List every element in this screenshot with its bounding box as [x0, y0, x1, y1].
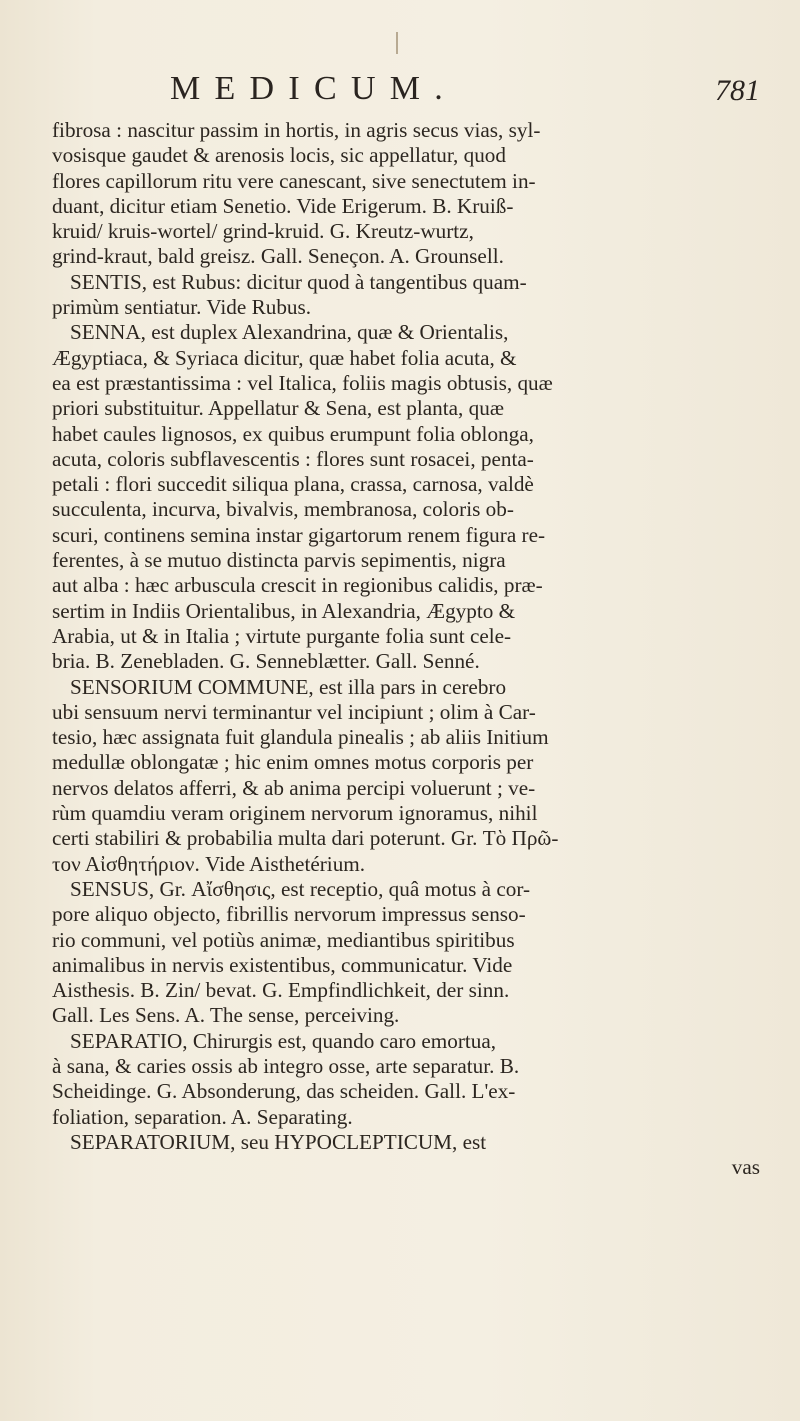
text-line: Arabia, ut & in Italia ; virtute purgante folia sunt cele-	[52, 623, 512, 648]
text-line: priori substituitur. Appellatur & Sena, est planta, quæ	[52, 396, 504, 421]
entry-separatorium: SEPARATORIUM, seu HYPOCLEPTICUM, est	[70, 1129, 487, 1154]
text-line: primùm sentiatur. Vide Rubus.	[52, 295, 312, 320]
text-line: ubi sensuum nervi terminantur vel incipiunt ; olim à Car-	[52, 699, 536, 724]
entry-sensorium: SENSORIUM COMMUNE, est illa pars in cerebro	[70, 674, 507, 699]
text-line: tesio, hæc assignata fuit glandula pinealis ; ab aliis Initium	[52, 725, 549, 750]
text-line: kruid/ kruis-wortel/ grind-kruid. G. Kreutz-wurtz,	[52, 219, 474, 244]
text-line: ferentes, à se mutuo distincta parvis sepimentis, nigra	[52, 548, 506, 573]
text-line: aut alba : hæc arbuscula crescit in regionibus calidis, præ-	[52, 573, 543, 598]
text-line: animalibus in nervis existentibus, communicatur. Vide	[52, 952, 513, 977]
text-line: certi stabiliri & probabilia multa dari poterunt. Gr. Τὸ Πρῶ-	[52, 826, 559, 851]
text-line: vosisque gaudet & arenosis locis, sic appellatur, quod	[52, 143, 506, 168]
text-line: Ægyptiaca, & Syriaca dicitur, quæ habet folia acuta, &	[52, 345, 517, 370]
text-line: flores capillorum ritu vere canescant, sive senectutem in-	[52, 168, 536, 193]
text-line: pore aliquo objecto, fibrillis nervorum impressus senso-	[52, 902, 526, 927]
text-line: rùm quamdiu veram originem nervorum ignoramus, nihil	[52, 801, 538, 826]
text-line: duant, dicitur etiam Senetio. Vide Erigerum. B. Kruiß-	[52, 193, 514, 218]
text-line: sertim in Indiis Orientalibus, in Alexandria, Ægypto &	[52, 598, 516, 623]
text-line: scuri, continens semina instar gigartorum renem figura re-	[52, 522, 546, 547]
page-number: 781	[715, 74, 760, 107]
text-line: succulenta, incurva, bivalvis, membranosa, coloris ob-	[52, 497, 514, 522]
catchword: vas	[731, 1155, 760, 1180]
page-header	[60, 70, 760, 110]
text-line: grind-kraut, bald greisz. Gall. Seneçon. A. Grounsell.	[52, 244, 504, 269]
text-line: Aisthesis. B. Zin/ bevat. G. Empfindlichkeit, der sinn.	[52, 978, 510, 1003]
text-line: Scheidinge. G. Absonderung, das scheiden. Gall. L'ex-	[52, 1079, 516, 1104]
text-line: medullæ oblongatæ ; hic enim omnes motus corporis per	[52, 750, 534, 775]
text-line: Gall. Les Sens. A. The sense, perceiving.	[52, 1003, 400, 1028]
entry-sensus: SENSUS, Gr. Αἴσθησις, est receptio, quâ motus à cor-	[70, 876, 531, 901]
ink-smudge	[396, 32, 398, 54]
text-line: rio communi, vel potiùs animæ, mediantibus spiritibus	[52, 927, 515, 952]
text-line: foliation, separation. A. Separating.	[52, 1104, 353, 1129]
text-line: à sana, & caries ossis ab integro osse, arte separatur. B.	[52, 1053, 520, 1078]
running-title: MEDICUM.	[170, 70, 458, 107]
text-line: nervos delatos afferri, & ab anima percipi voluerunt ; ve-	[52, 775, 536, 800]
text-line: fibrosa : nascitur passim in hortis, in agris secus vias, syl-	[52, 118, 541, 142]
text-line: acuta, coloris subflavescentis : flores sunt rosacei, penta-	[52, 446, 534, 471]
dictionary-text	[52, 118, 768, 1180]
entry-senna: SENNA, est duplex Alexandrina, quæ & Orientalis,	[70, 320, 509, 345]
text-line: τον Αἰσθητήριον. Vide Aisthetérium.	[52, 851, 366, 876]
entry-separatio: SEPARATIO, Chirurgis est, quando caro emortua,	[70, 1028, 497, 1053]
entry-sentis: SENTIS, est Rubus: dicitur quod à tangentibus quam-	[70, 269, 527, 294]
text-line: bria. B. Zenebladen. G. Senneblætter. Gall. Senné.	[52, 649, 480, 674]
text-line: petali : flori succedit siliqua plana, crassa, carnosa, valdè	[52, 472, 534, 497]
text-line: ea est præstantissima : vel Italica, foliis magis obtusis, quæ	[52, 370, 553, 395]
text-line: habet caules lignosos, ex quibus erumpunt folia oblonga,	[52, 421, 534, 446]
